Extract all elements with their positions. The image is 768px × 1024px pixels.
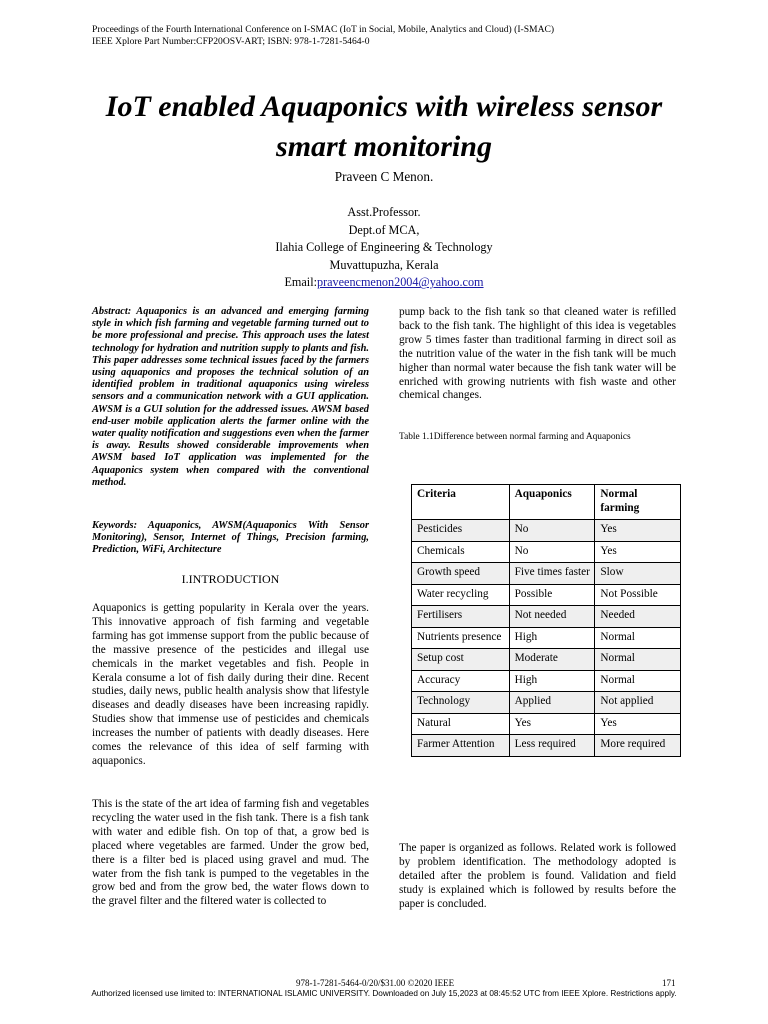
table-cell: Yes (595, 713, 681, 735)
table-cell: Water recycling (412, 584, 510, 606)
table-caption: Table 1.1Difference between normal farming and Aquaponics (399, 432, 631, 442)
table-cell: Moderate (509, 649, 595, 671)
email-label: Email: (284, 275, 317, 290)
table-cell: Yes (509, 713, 595, 735)
table-cell: Possible (509, 584, 595, 606)
title-line-1: IoT enabled Aquaponics with wireless sensor (105, 90, 663, 123)
table-row (412, 563, 681, 585)
table-row (412, 627, 681, 649)
author-college: Ilahia College of Engineering & Technology (275, 240, 493, 255)
table-cell: Needed (595, 606, 681, 628)
table-cell: Chemicals (412, 541, 510, 563)
table-cell: Yes (595, 541, 681, 563)
table-row (412, 692, 681, 714)
table-cell: Not Possible (595, 584, 681, 606)
table-cell: Slow (595, 563, 681, 585)
table-cell: High (509, 627, 595, 649)
paper-title (60, 87, 708, 167)
table-row (412, 541, 681, 563)
table-cell: More required (595, 735, 681, 757)
author-location: Muvattupuzha, Kerala (329, 257, 439, 272)
table-header-cell: Normal farming (595, 485, 681, 520)
table-cell: Pesticides (412, 520, 510, 542)
table-cell: High (509, 670, 595, 692)
table-header-row (412, 485, 681, 520)
keywords: Keywords: Aquaponics, AWSM(Aquaponics With Sensor Monitoring), Sensor, Internet of Things, Precision farming, Prediction, WiFi, Architecture (92, 520, 369, 556)
table-header-cell: Criteria (412, 485, 510, 520)
table-header-cell: Aquaponics (509, 485, 595, 520)
table-row (412, 520, 681, 542)
table-cell: Setup cost (412, 649, 510, 671)
table-row (412, 606, 681, 628)
intro-paragraph-2: This is the state of the art idea of farming fish and vegetables recycling the water used in the fish tank. There is a fish tank with water and edible fish. On top of that, a grow bed is placed where vegetables are farmed. Under the grow bed, there is a filter bed is placed using gravel and mud. The water from the fish tank is pumped to the vegetables in the grow bed and from the grow bed, the water flows down to the gravel filter and the filtered water is collected to (92, 798, 369, 908)
table-row (412, 735, 681, 757)
header-line-1: Proceedings of the Fourth International Conference on I-SMAC (IoT in Social, Mobile, Analytics and Cloud) (I-SMAC) (92, 24, 555, 35)
table-cell: Farmer Attention (412, 735, 510, 757)
table-body (412, 520, 681, 757)
table-row (412, 649, 681, 671)
table-row (412, 584, 681, 606)
table-cell: Normal (595, 670, 681, 692)
header-line-2: IEEE Xplore Part Number:CFP20OSV-ART; ISBN: 978-1-7281-5464-0 (92, 36, 370, 47)
right-paragraph-1: pump back to the fish tank so that cleaned water is refilled back to the fish tank. The highlight of this idea is vegetables grow 5 times faster than traditional farming in direct soil as the nutrition value of the water in the fish tank will be much higher than normal water because the fish tank water will be enriched with growing nutrients with fish waste and other chemical changes. (399, 306, 676, 402)
author-name: Praveen C Menon. (334, 169, 434, 184)
table-cell: No (509, 520, 595, 542)
table-cell: Less required (509, 735, 595, 757)
author-position: Asst.Professor. (347, 205, 421, 219)
table-row (412, 713, 681, 735)
table-cell: Not needed (509, 606, 595, 628)
comparison-table (411, 484, 681, 757)
table-cell: No (509, 541, 595, 563)
table-cell: Applied (509, 692, 595, 714)
table-cell: Fertilisers (412, 606, 510, 628)
footer-copyright: 978-1-7281-5464-0/20/$31.00 ©2020 IEEE (296, 978, 455, 988)
title-line-2: smart monitoring (276, 130, 492, 163)
page-number: 171 (662, 978, 676, 988)
table-cell: Normal (595, 649, 681, 671)
table-cell: Not applied (595, 692, 681, 714)
affiliation (184, 204, 584, 292)
table-cell: Five times faster (509, 563, 595, 585)
table-cell: Natural (412, 713, 510, 735)
table-cell: Nutrients presence (412, 627, 510, 649)
table-cell: Accuracy (412, 670, 510, 692)
author-email (184, 274, 584, 292)
table-cell: Yes (595, 520, 681, 542)
right-paragraph-2: The paper is organized as follows. Related work is followed by problem identification. The methodology adopted is detailed after the problem is found. Validation and field study is explained which is followed by results before the paper is concluded. (399, 842, 676, 910)
intro-paragraph-1: Aquaponics is getting popularity in Kerala over the years. This innovative approach of fish farming and vegetable farming has got immense support from the public because of the massive presence of the pesticides and illegal use chemicals in the market vegetables and fish. People in Kerala consume a lot of fish daily during their dine. Recent studies, daily news, public health analysis show that lifestyle diseases and deadly diseases have been increasing rapidly. Studies show that immense use of pesticides and chemicals increases the number of patients with deadly diseases. Here comes the relevance of this idea of self farming with aquaponics. (92, 602, 369, 767)
email-link[interactable]: praveencmenon2004@yahoo.com (316, 275, 484, 290)
abstract: Abstract: Aquaponics is an advanced and emerging farming style in which fish farming and vegetable farming turned out to be more professional and precise. This approach uses the latest technology for hydration and nutrition supply to plants and fish. This paper addresses some technical issues faced by the farmers using aquaponics and proposes the technical solution of an identified problem in traditional aquaponics using wireless sensors and a communication network with a GUI application. AWSM is a GUI solution for the addressed issues. AWSM based end-user mobile application alerts the farmer online with the water quality notification and suggestions even when the farmer is away. Results showed considerable improvements when AWSM based IoT application was implemented for the Aquaponics system when compared with the conventional method. (92, 306, 369, 488)
license-notice: Authorized licensed use limited to: INTERNATIONAL ISLAMIC UNIVERSITY. Downloaded on July 15,2023 at 08:45:52 UTC from IEEE Xplore. Restrictions apply. (91, 989, 677, 998)
table-cell: Technology (412, 692, 510, 714)
table-row (412, 670, 681, 692)
table-cell: Normal (595, 627, 681, 649)
section-heading-introduction: I.INTRODUCTION (181, 572, 280, 586)
conference-header (92, 24, 554, 48)
author-department: Dept.of MCA, (348, 222, 420, 237)
table-cell: Growth speed (412, 563, 510, 585)
